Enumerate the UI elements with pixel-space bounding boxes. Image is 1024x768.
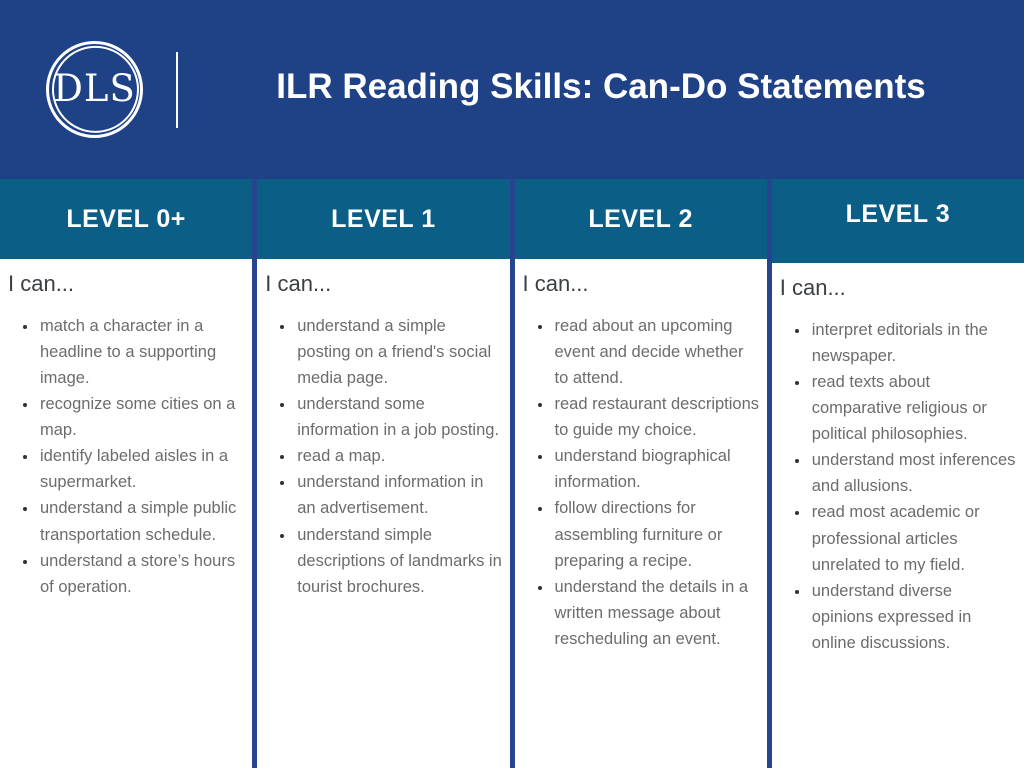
level-label: LEVEL 2	[588, 204, 693, 233]
level-label: LEVEL 1	[331, 204, 436, 233]
level-header-0plus	[0, 179, 252, 259]
top-header	[0, 0, 1024, 179]
logo-text: DLS	[53, 67, 136, 110]
list-item: • understand diverse opinions expressed in online discussions.	[810, 578, 1018, 656]
body-columns	[0, 259, 1024, 768]
can-do-intro: I can...	[265, 271, 332, 296]
can-do-list	[265, 313, 503, 600]
can-do-intro: I can...	[779, 275, 846, 300]
list-item: • understand a simple public transportation schedule.	[38, 495, 246, 547]
level-label: LEVEL 0+	[66, 204, 186, 233]
column-level-0plus	[0, 259, 252, 768]
column-level-1	[257, 259, 509, 768]
list-item: • recognize some cities on a map.	[38, 391, 246, 443]
can-do-list	[8, 313, 246, 600]
level-band	[0, 179, 1024, 259]
list-item: • read a map.	[295, 443, 503, 469]
list-item: • understand a simple posting on a friend's social media page.	[295, 313, 503, 391]
column-level-3	[772, 259, 1024, 768]
list-item: • match a character in a headline to a supporting image.	[38, 313, 246, 391]
dls-logo	[46, 41, 143, 138]
list-item: • read restaurant descriptions to guide my choice.	[553, 391, 761, 443]
list-item: • read most academic or professional articles unrelated to my field.	[810, 499, 1018, 577]
list-item: • understand a store’s hours of operation.	[38, 548, 246, 600]
level-header-2	[515, 179, 767, 259]
list-item: • understand biographical information.	[553, 443, 761, 495]
list-item: • understand the details in a written message about rescheduling an event.	[553, 574, 761, 652]
list-item: • read texts about comparative religious or political philosophies.	[810, 369, 1018, 447]
list-item: • understand information in an advertisement.	[295, 469, 503, 521]
level-header-1	[257, 179, 509, 259]
list-item: • identify labeled aisles in a supermarket.	[38, 443, 246, 495]
level-label: LEVEL 3	[845, 199, 951, 228]
can-do-intro: I can...	[8, 271, 75, 296]
list-item: • read about an upcoming event and decide whether to attend.	[553, 313, 761, 391]
list-item: • follow directions for assembling furniture or preparing a recipe.	[553, 495, 761, 573]
list-item: • understand simple descriptions of landmarks in tourist brochures.	[295, 522, 503, 600]
column-level-2	[515, 259, 767, 768]
level-header-3	[772, 179, 1024, 263]
page-title: ILR Reading Skills: Can-Do Statements	[276, 66, 926, 106]
can-do-list	[523, 313, 761, 652]
list-item: • understand some information in a job posting.	[295, 391, 503, 443]
list-item: • understand most inferences and allusions.	[810, 447, 1018, 499]
can-do-list	[780, 317, 1018, 656]
can-do-intro: I can...	[522, 271, 589, 296]
list-item: • interpret editorials in the newspaper.	[810, 317, 1018, 369]
